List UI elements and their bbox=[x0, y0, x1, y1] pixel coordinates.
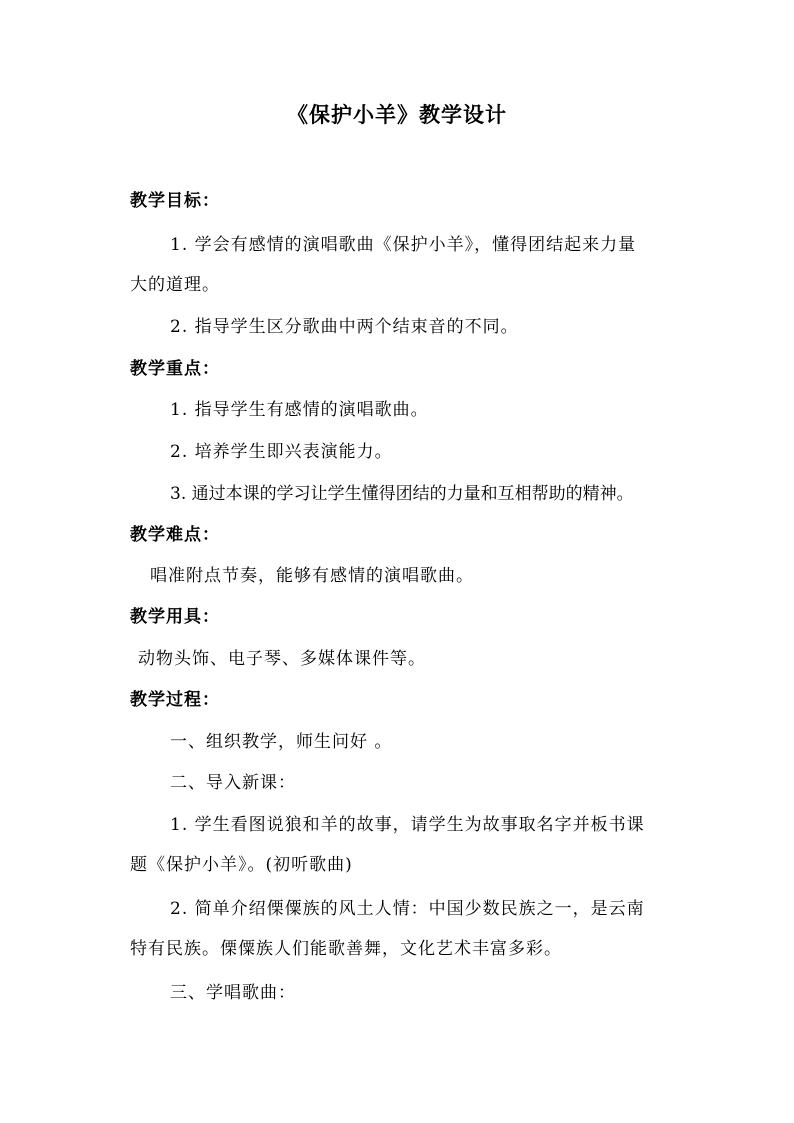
process-step-2-item-1-line-2: 题《保护小羊》。(初听歌曲) bbox=[130, 855, 353, 875]
process-step-3: 三、学唱歌曲： bbox=[170, 983, 296, 1003]
difficulties-heading: 教学难点： bbox=[130, 525, 220, 545]
process-step-2-item-1-line-1: 1. 学生看图说狼和羊的故事，请学生为故事取名字并板书课 bbox=[170, 815, 645, 835]
process-step-1: 一、组织教学，师生问好 。 bbox=[170, 732, 393, 752]
objectives-item-1-line-2: 大的道理。 bbox=[130, 275, 220, 295]
objectives-item-2: 2. 指导学生区分歌曲中两个结束音的不同。 bbox=[170, 317, 519, 337]
key-points-item-1: 1. 指导学生有感情的演唱歌曲。 bbox=[170, 400, 429, 420]
document-title: 《保护小羊》教学设计 bbox=[287, 102, 507, 127]
process-step-2-item-2-line-2: 特有民族。傈僳族人们能歌善舞，文化艺术丰富多彩。 bbox=[130, 939, 562, 959]
process-heading: 教学过程： bbox=[130, 690, 220, 710]
key-points-item-2: 2. 培养学生即兴表演能力。 bbox=[170, 442, 393, 462]
key-points-item-3: 3. 通过本课的学习让学生懂得团结的力量和互相帮助的精神。 bbox=[170, 484, 634, 504]
tools-heading: 教学用具： bbox=[130, 607, 220, 627]
process-step-2: 二、导入新课： bbox=[170, 773, 296, 793]
key-points-heading: 教学重点： bbox=[130, 359, 220, 379]
tools-text: 动物头饰、电子琴、多媒体课件等。 bbox=[138, 649, 426, 669]
objectives-heading: 教学目标： bbox=[130, 191, 220, 211]
process-step-2-item-2-line-1: 2. 简单介绍傈僳族的风土人情：中国少数民族之一，是云南 bbox=[170, 899, 645, 919]
objectives-item-1-line-1: 1. 学会有感情的演唱歌曲《保护小羊》，懂得团结起来力量 bbox=[170, 235, 637, 255]
difficulties-text: 唱准附点节奏，能够有感情的演唱歌曲。 bbox=[150, 566, 474, 586]
